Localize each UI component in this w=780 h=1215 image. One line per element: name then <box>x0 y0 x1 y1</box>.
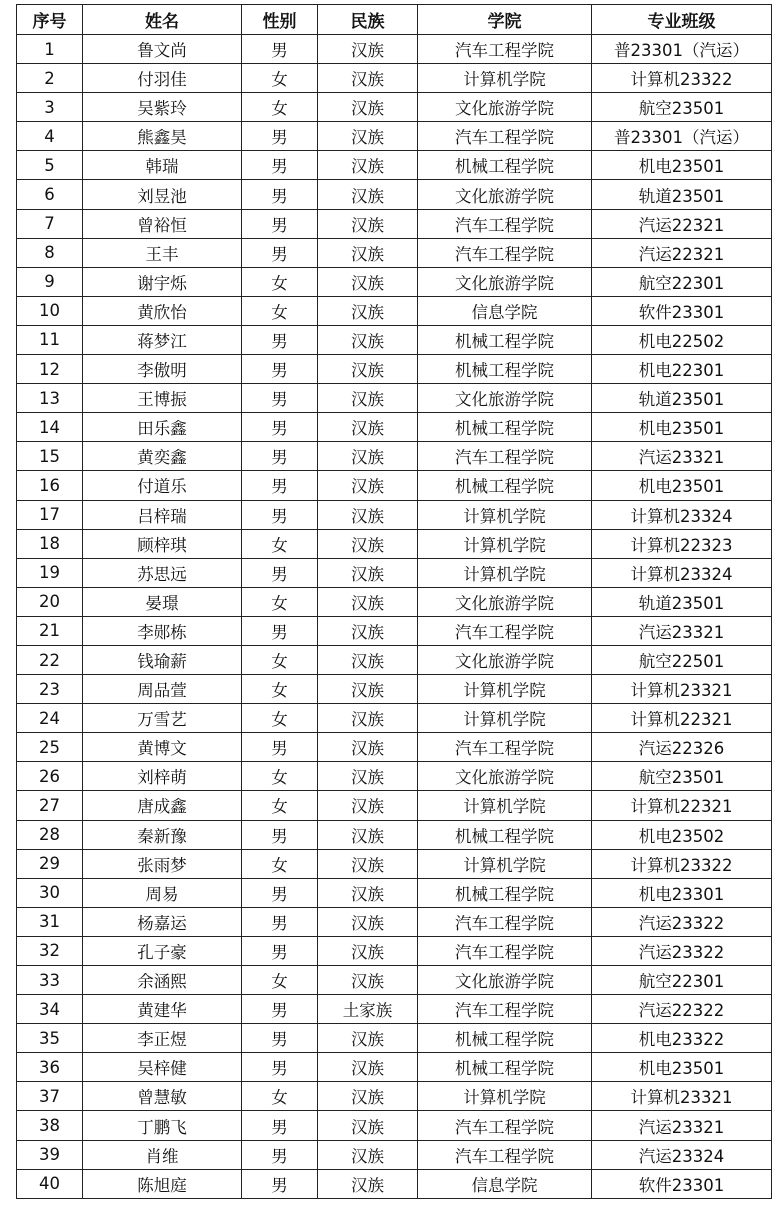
cell-serial-number: 40 <box>17 1169 83 1198</box>
cell-gender: 女 <box>242 704 318 733</box>
cell-college: 计算机学院 <box>418 64 592 93</box>
cell-ethnicity: 汉族 <box>318 122 418 151</box>
cell-ethnicity: 汉族 <box>318 529 418 558</box>
cell-serial-number: 25 <box>17 733 83 762</box>
cell-major-class: 机电23501 <box>592 413 772 442</box>
cell-college: 计算机学院 <box>418 1082 592 1111</box>
cell-serial-number: 39 <box>17 1140 83 1169</box>
cell-major-class: 航空22301 <box>592 966 772 995</box>
cell-ethnicity: 汉族 <box>318 1111 418 1140</box>
cell-name: 黄奕鑫 <box>83 442 242 471</box>
table-row <box>17 325 772 354</box>
table-row <box>17 529 772 558</box>
cell-ethnicity: 汉族 <box>318 907 418 936</box>
cell-gender: 女 <box>242 791 318 820</box>
cell-ethnicity: 汉族 <box>318 1053 418 1082</box>
header-serial-number: 序号 <box>17 5 83 35</box>
cell-gender: 男 <box>242 1111 318 1140</box>
cell-college: 文化旅游学院 <box>418 267 592 296</box>
table-row <box>17 471 772 500</box>
cell-gender: 男 <box>242 151 318 180</box>
table-row <box>17 791 772 820</box>
cell-major-class: 计算机23322 <box>592 64 772 93</box>
cell-gender: 男 <box>242 820 318 849</box>
cell-gender: 男 <box>242 238 318 267</box>
cell-name: 刘昱池 <box>83 180 242 209</box>
table-row <box>17 878 772 907</box>
table-row <box>17 966 772 995</box>
table-row <box>17 122 772 151</box>
cell-college: 文化旅游学院 <box>418 966 592 995</box>
cell-college: 信息学院 <box>418 1169 592 1198</box>
table-row <box>17 675 772 704</box>
cell-major-class: 软件23301 <box>592 296 772 325</box>
cell-name: 曾慧敏 <box>83 1082 242 1111</box>
cell-ethnicity: 汉族 <box>318 35 418 64</box>
table-row <box>17 704 772 733</box>
cell-name: 黄欣怡 <box>83 296 242 325</box>
cell-college: 机械工程学院 <box>418 878 592 907</box>
cell-name: 杨嘉运 <box>83 907 242 936</box>
cell-serial-number: 2 <box>17 64 83 93</box>
table-row <box>17 1082 772 1111</box>
cell-college: 文化旅游学院 <box>418 587 592 616</box>
cell-name: 苏思远 <box>83 558 242 587</box>
cell-serial-number: 23 <box>17 675 83 704</box>
cell-college: 汽车工程学院 <box>418 907 592 936</box>
cell-serial-number: 31 <box>17 907 83 936</box>
cell-name: 蒋梦江 <box>83 325 242 354</box>
cell-gender: 男 <box>242 1024 318 1053</box>
cell-college: 机械工程学院 <box>418 325 592 354</box>
cell-name: 曾裕恒 <box>83 209 242 238</box>
table-row <box>17 1024 772 1053</box>
cell-ethnicity: 汉族 <box>318 500 418 529</box>
cell-gender: 男 <box>242 558 318 587</box>
cell-gender: 女 <box>242 529 318 558</box>
student-roster <box>16 4 771 1199</box>
header-name: 姓名 <box>83 5 242 35</box>
cell-college: 文化旅游学院 <box>418 93 592 122</box>
cell-ethnicity: 汉族 <box>318 93 418 122</box>
cell-college: 计算机学院 <box>418 500 592 529</box>
cell-serial-number: 16 <box>17 471 83 500</box>
cell-ethnicity: 汉族 <box>318 238 418 267</box>
cell-name: 吴紫玲 <box>83 93 242 122</box>
cell-serial-number: 37 <box>17 1082 83 1111</box>
cell-gender: 男 <box>242 1169 318 1198</box>
cell-ethnicity: 汉族 <box>318 733 418 762</box>
table-row <box>17 733 772 762</box>
cell-gender: 男 <box>242 733 318 762</box>
cell-ethnicity: 汉族 <box>318 209 418 238</box>
cell-name: 谢宇烁 <box>83 267 242 296</box>
cell-serial-number: 14 <box>17 413 83 442</box>
cell-college: 文化旅游学院 <box>418 762 592 791</box>
cell-ethnicity: 汉族 <box>318 820 418 849</box>
cell-serial-number: 17 <box>17 500 83 529</box>
cell-name: 李傲明 <box>83 355 242 384</box>
cell-serial-number: 12 <box>17 355 83 384</box>
table-row <box>17 151 772 180</box>
cell-major-class: 计算机22321 <box>592 704 772 733</box>
cell-college: 汽车工程学院 <box>418 442 592 471</box>
cell-serial-number: 33 <box>17 966 83 995</box>
cell-serial-number: 4 <box>17 122 83 151</box>
cell-ethnicity: 汉族 <box>318 587 418 616</box>
cell-gender: 女 <box>242 645 318 674</box>
cell-gender: 男 <box>242 35 318 64</box>
cell-serial-number: 19 <box>17 558 83 587</box>
cell-name: 张雨梦 <box>83 849 242 878</box>
cell-major-class: 汽运22321 <box>592 238 772 267</box>
student-table <box>16 4 772 1199</box>
cell-gender: 女 <box>242 587 318 616</box>
cell-major-class: 汽运23322 <box>592 936 772 965</box>
cell-name: 付道乐 <box>83 471 242 500</box>
cell-ethnicity: 汉族 <box>318 878 418 907</box>
table-row <box>17 500 772 529</box>
cell-gender: 女 <box>242 296 318 325</box>
cell-serial-number: 24 <box>17 704 83 733</box>
table-row <box>17 296 772 325</box>
table-row <box>17 64 772 93</box>
cell-name: 余涵熙 <box>83 966 242 995</box>
cell-college: 计算机学院 <box>418 675 592 704</box>
cell-college: 汽车工程学院 <box>418 1111 592 1140</box>
cell-major-class: 机电23322 <box>592 1024 772 1053</box>
cell-name: 吕梓瑞 <box>83 500 242 529</box>
cell-gender: 男 <box>242 500 318 529</box>
table-row <box>17 238 772 267</box>
table-row <box>17 616 772 645</box>
cell-name: 周易 <box>83 878 242 907</box>
cell-major-class: 机电23501 <box>592 471 772 500</box>
cell-name: 唐成鑫 <box>83 791 242 820</box>
cell-college: 文化旅游学院 <box>418 384 592 413</box>
cell-ethnicity: 汉族 <box>318 936 418 965</box>
cell-name: 李正煜 <box>83 1024 242 1053</box>
cell-name: 丁鹏飞 <box>83 1111 242 1140</box>
cell-major-class: 计算机23321 <box>592 675 772 704</box>
cell-ethnicity: 汉族 <box>318 296 418 325</box>
cell-serial-number: 38 <box>17 1111 83 1140</box>
cell-serial-number: 3 <box>17 93 83 122</box>
cell-serial-number: 28 <box>17 820 83 849</box>
cell-serial-number: 36 <box>17 1053 83 1082</box>
cell-major-class: 轨道23501 <box>592 384 772 413</box>
cell-major-class: 汽运22326 <box>592 733 772 762</box>
cell-ethnicity: 土家族 <box>318 995 418 1024</box>
cell-gender: 女 <box>242 675 318 704</box>
table-row <box>17 558 772 587</box>
cell-major-class: 计算机22323 <box>592 529 772 558</box>
cell-college: 机械工程学院 <box>418 151 592 180</box>
cell-ethnicity: 汉族 <box>318 675 418 704</box>
cell-major-class: 航空22301 <box>592 267 772 296</box>
cell-college: 机械工程学院 <box>418 1024 592 1053</box>
cell-ethnicity: 汉族 <box>318 64 418 93</box>
cell-college: 文化旅游学院 <box>418 645 592 674</box>
cell-ethnicity: 汉族 <box>318 558 418 587</box>
cell-ethnicity: 汉族 <box>318 325 418 354</box>
cell-serial-number: 13 <box>17 384 83 413</box>
cell-major-class: 机电23501 <box>592 1053 772 1082</box>
cell-serial-number: 6 <box>17 180 83 209</box>
table-body <box>17 35 772 1199</box>
cell-serial-number: 21 <box>17 616 83 645</box>
cell-major-class: 机电23301 <box>592 878 772 907</box>
cell-ethnicity: 汉族 <box>318 413 418 442</box>
cell-college: 机械工程学院 <box>418 413 592 442</box>
header-gender: 性别 <box>242 5 318 35</box>
table-row <box>17 442 772 471</box>
cell-serial-number: 5 <box>17 151 83 180</box>
cell-gender: 男 <box>242 936 318 965</box>
cell-gender: 男 <box>242 413 318 442</box>
cell-major-class: 汽运23321 <box>592 1111 772 1140</box>
cell-gender: 女 <box>242 1082 318 1111</box>
cell-ethnicity: 汉族 <box>318 151 418 180</box>
cell-gender: 男 <box>242 471 318 500</box>
cell-major-class: 普23301（汽运） <box>592 122 772 151</box>
cell-college: 机械工程学院 <box>418 471 592 500</box>
cell-major-class: 计算机22321 <box>592 791 772 820</box>
cell-serial-number: 7 <box>17 209 83 238</box>
cell-name: 付羽佳 <box>83 64 242 93</box>
cell-ethnicity: 汉族 <box>318 791 418 820</box>
cell-major-class: 机电23502 <box>592 820 772 849</box>
cell-name: 黄建华 <box>83 995 242 1024</box>
cell-college: 汽车工程学院 <box>418 616 592 645</box>
cell-college: 汽车工程学院 <box>418 1140 592 1169</box>
cell-serial-number: 34 <box>17 995 83 1024</box>
cell-college: 汽车工程学院 <box>418 238 592 267</box>
cell-gender: 女 <box>242 762 318 791</box>
cell-gender: 女 <box>242 849 318 878</box>
cell-gender: 女 <box>242 267 318 296</box>
cell-serial-number: 9 <box>17 267 83 296</box>
cell-college: 计算机学院 <box>418 558 592 587</box>
cell-name: 李郧栋 <box>83 616 242 645</box>
cell-serial-number: 29 <box>17 849 83 878</box>
cell-major-class: 航空23501 <box>592 762 772 791</box>
cell-name: 王博振 <box>83 384 242 413</box>
cell-name: 韩瑞 <box>83 151 242 180</box>
cell-name: 吴梓健 <box>83 1053 242 1082</box>
table-row <box>17 587 772 616</box>
cell-gender: 男 <box>242 995 318 1024</box>
cell-name: 万雪艺 <box>83 704 242 733</box>
cell-college: 汽车工程学院 <box>418 995 592 1024</box>
cell-college: 机械工程学院 <box>418 355 592 384</box>
cell-gender: 女 <box>242 64 318 93</box>
cell-major-class: 机电23501 <box>592 151 772 180</box>
cell-name: 顾梓琪 <box>83 529 242 558</box>
cell-name: 刘梓萌 <box>83 762 242 791</box>
cell-college: 汽车工程学院 <box>418 209 592 238</box>
table-row <box>17 936 772 965</box>
cell-major-class: 轨道23501 <box>592 180 772 209</box>
cell-college: 计算机学院 <box>418 849 592 878</box>
cell-major-class: 航空22501 <box>592 645 772 674</box>
table-row <box>17 1053 772 1082</box>
table-header <box>17 5 772 35</box>
cell-serial-number: 32 <box>17 936 83 965</box>
table-row <box>17 267 772 296</box>
header-ethnicity: 民族 <box>318 5 418 35</box>
table-row <box>17 384 772 413</box>
cell-major-class: 航空23501 <box>592 93 772 122</box>
header-major-class: 专业班级 <box>592 5 772 35</box>
cell-ethnicity: 汉族 <box>318 704 418 733</box>
cell-name: 肖维 <box>83 1140 242 1169</box>
table-row <box>17 209 772 238</box>
cell-major-class: 汽运22321 <box>592 209 772 238</box>
cell-major-class: 计算机23324 <box>592 558 772 587</box>
table-row <box>17 645 772 674</box>
cell-college: 汽车工程学院 <box>418 936 592 965</box>
cell-ethnicity: 汉族 <box>318 966 418 995</box>
table-row <box>17 849 772 878</box>
table-row <box>17 35 772 64</box>
cell-gender: 男 <box>242 384 318 413</box>
cell-college: 汽车工程学院 <box>418 122 592 151</box>
header-row <box>17 5 772 35</box>
cell-serial-number: 11 <box>17 325 83 354</box>
cell-ethnicity: 汉族 <box>318 645 418 674</box>
cell-serial-number: 30 <box>17 878 83 907</box>
cell-ethnicity: 汉族 <box>318 1169 418 1198</box>
table-row <box>17 1140 772 1169</box>
cell-ethnicity: 汉族 <box>318 1140 418 1169</box>
cell-ethnicity: 汉族 <box>318 762 418 791</box>
cell-major-class: 计算机23324 <box>592 500 772 529</box>
cell-serial-number: 20 <box>17 587 83 616</box>
cell-major-class: 机电22502 <box>592 325 772 354</box>
cell-name: 黄博文 <box>83 733 242 762</box>
cell-ethnicity: 汉族 <box>318 442 418 471</box>
cell-college: 汽车工程学院 <box>418 35 592 64</box>
cell-serial-number: 10 <box>17 296 83 325</box>
cell-gender: 男 <box>242 878 318 907</box>
cell-college: 计算机学院 <box>418 791 592 820</box>
cell-gender: 男 <box>242 907 318 936</box>
cell-ethnicity: 汉族 <box>318 384 418 413</box>
cell-major-class: 计算机23322 <box>592 849 772 878</box>
cell-major-class: 汽运23322 <box>592 907 772 936</box>
cell-gender: 男 <box>242 325 318 354</box>
cell-serial-number: 18 <box>17 529 83 558</box>
header-college: 学院 <box>418 5 592 35</box>
cell-serial-number: 1 <box>17 35 83 64</box>
cell-ethnicity: 汉族 <box>318 471 418 500</box>
cell-major-class: 计算机23321 <box>592 1082 772 1111</box>
cell-gender: 男 <box>242 1140 318 1169</box>
cell-serial-number: 26 <box>17 762 83 791</box>
cell-college: 机械工程学院 <box>418 820 592 849</box>
cell-college: 汽车工程学院 <box>418 733 592 762</box>
table-row <box>17 762 772 791</box>
cell-ethnicity: 汉族 <box>318 355 418 384</box>
table-row <box>17 995 772 1024</box>
cell-serial-number: 27 <box>17 791 83 820</box>
cell-gender: 男 <box>242 180 318 209</box>
table-row <box>17 1111 772 1140</box>
cell-ethnicity: 汉族 <box>318 1024 418 1053</box>
table-row <box>17 907 772 936</box>
cell-major-class: 汽运22322 <box>592 995 772 1024</box>
cell-major-class: 汽运23321 <box>592 442 772 471</box>
cell-name: 晏璟 <box>83 587 242 616</box>
cell-name: 王丰 <box>83 238 242 267</box>
cell-ethnicity: 汉族 <box>318 616 418 645</box>
table-row <box>17 355 772 384</box>
cell-serial-number: 8 <box>17 238 83 267</box>
cell-major-class: 汽运23321 <box>592 616 772 645</box>
cell-ethnicity: 汉族 <box>318 1082 418 1111</box>
cell-gender: 男 <box>242 209 318 238</box>
cell-name: 熊鑫昊 <box>83 122 242 151</box>
cell-gender: 男 <box>242 1053 318 1082</box>
cell-name: 陈旭庭 <box>83 1169 242 1198</box>
cell-college: 机械工程学院 <box>418 1053 592 1082</box>
cell-major-class: 软件23301 <box>592 1169 772 1198</box>
table-row <box>17 93 772 122</box>
cell-gender: 男 <box>242 616 318 645</box>
cell-ethnicity: 汉族 <box>318 849 418 878</box>
cell-gender: 女 <box>242 966 318 995</box>
cell-college: 信息学院 <box>418 296 592 325</box>
cell-ethnicity: 汉族 <box>318 180 418 209</box>
cell-name: 田乐鑫 <box>83 413 242 442</box>
cell-college: 文化旅游学院 <box>418 180 592 209</box>
cell-name: 孔子豪 <box>83 936 242 965</box>
cell-gender: 男 <box>242 442 318 471</box>
cell-ethnicity: 汉族 <box>318 267 418 296</box>
table-row <box>17 180 772 209</box>
table-row <box>17 413 772 442</box>
cell-major-class: 机电22301 <box>592 355 772 384</box>
cell-college: 计算机学院 <box>418 529 592 558</box>
cell-gender: 女 <box>242 93 318 122</box>
cell-serial-number: 35 <box>17 1024 83 1053</box>
cell-major-class: 普23301（汽运） <box>592 35 772 64</box>
cell-name: 鲁文尚 <box>83 35 242 64</box>
cell-name: 钱瑜薪 <box>83 645 242 674</box>
cell-major-class: 轨道23501 <box>592 587 772 616</box>
cell-gender: 男 <box>242 355 318 384</box>
cell-serial-number: 15 <box>17 442 83 471</box>
table-row <box>17 820 772 849</box>
cell-serial-number: 22 <box>17 645 83 674</box>
cell-name: 秦新豫 <box>83 820 242 849</box>
cell-name: 周品萱 <box>83 675 242 704</box>
cell-major-class: 汽运23324 <box>592 1140 772 1169</box>
cell-gender: 男 <box>242 122 318 151</box>
table-row <box>17 1169 772 1198</box>
cell-college: 计算机学院 <box>418 704 592 733</box>
